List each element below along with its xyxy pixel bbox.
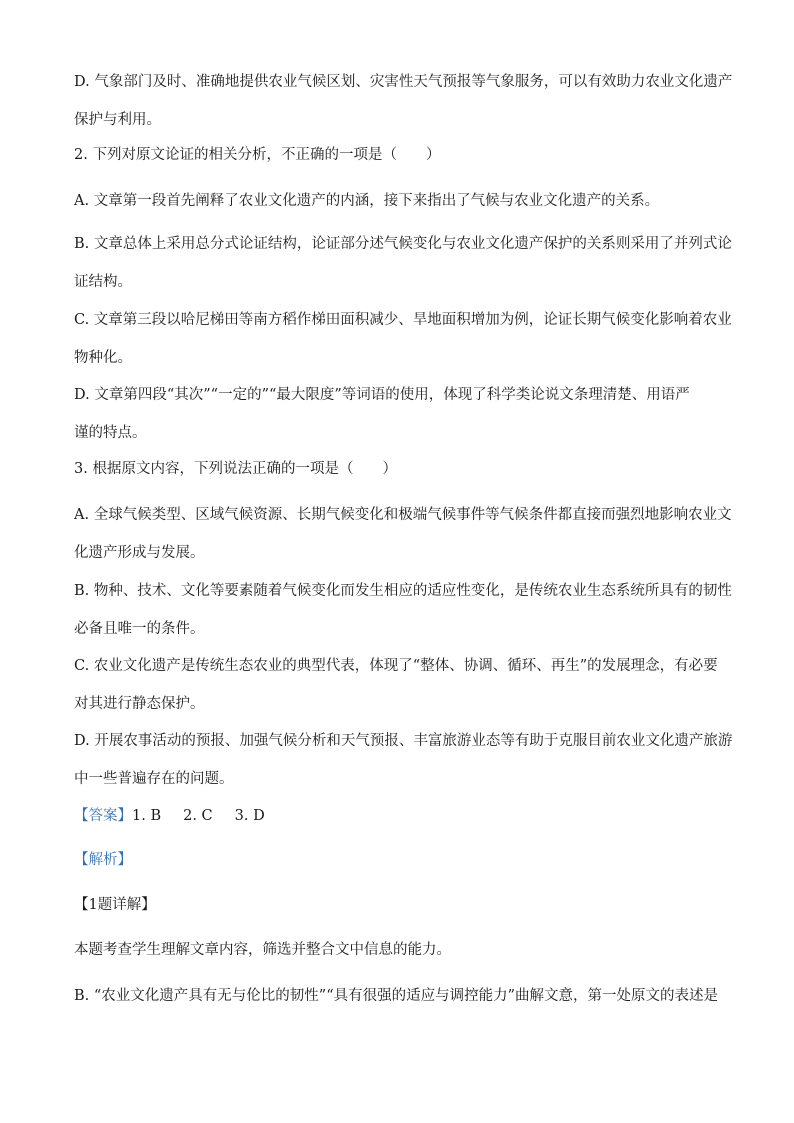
text-line: 保护与利用。 — [74, 112, 161, 128]
q2-stem — [74, 136, 724, 174]
text-line: 本题考查学生理解文章内容，筛选并整合文中信息的能力。 — [74, 942, 451, 958]
q3-option-c — [74, 647, 724, 723]
text-line: 物种化。 — [74, 350, 132, 366]
text-line: A. 文章第一段首先阐释了农业文化遗产的内涵，接下来指出了气候与农业文化遗产的关系。 — [74, 193, 660, 209]
q3-option-a — [74, 496, 732, 572]
text-line: 对其进行静态保护。 — [74, 696, 205, 712]
text-line: C. 文章第三段以哈尼梯田等南方稻作梯田面积减少、旱地面积增加为例，论证长期气候变化影响着农业 — [74, 312, 732, 328]
text-line: D. 文章第四段“其次”“一定的”“最大限度”等词语的使用，体现了科学类论说文条理清楚、用语严 — [74, 387, 690, 403]
q2-option-b — [74, 225, 732, 301]
q3-option-b — [74, 572, 732, 648]
q3-stem — [74, 450, 724, 488]
q2-option-d — [74, 376, 724, 452]
answer-item: 3. D — [234, 808, 265, 824]
answer-item: 1. B — [132, 808, 162, 824]
text-line: 证结构。 — [74, 274, 132, 290]
answer-row — [74, 797, 724, 835]
text-line: A. 全球气候类型、区域气候资源、长期气候变化和极端气候事件等气候条件都直接而强烈地影响农业文 — [74, 507, 732, 523]
text-line: C. 农业文化遗产是传统生态农业的典型代表，体现了“整体、协调、循环、再生”的发展理念，有必要 — [74, 658, 718, 674]
detail-intro — [74, 931, 724, 969]
text-line: 化遗产形成与发展。 — [74, 545, 205, 561]
text-line: 中一些普遍存在的问题。 — [74, 771, 234, 787]
text-line: 3. 根据原文内容，下列说法正确的一项是（ ） — [74, 461, 397, 477]
text-line: B. 物种、技术、文化等要素随着气候变化而发生相应的适应性变化，是传统农业生态系统所具有的韧性 — [74, 583, 732, 599]
text-line: D. 气象部门及时、准确地提供农业气候区划、灾害性天气预报等气象服务，可以有效助力农业文化遗产 — [74, 74, 733, 90]
text-line: D. 开展农事活动的预报、加强气候分析和天气预报、丰富旅游业态等有助于克服目前农业文化遗产旅游 — [74, 733, 733, 749]
answer-label: 【答案】 — [74, 808, 132, 824]
analysis-heading — [74, 841, 724, 879]
q3-option-d — [74, 722, 733, 798]
text-line: B. 文章总体上采用总分式论证结构，论证部分述气候变化与农业文化遗产保护的关系则采用了并列式论 — [74, 236, 732, 252]
q2-option-a — [74, 182, 724, 220]
text-line: 必备且唯一的条件。 — [74, 621, 205, 637]
text-line: B. “农业文化遗产具有无与伦比的韧性”“具有很强的适应与调控能力”曲解文意，第一处原文的表述是 — [74, 988, 719, 1004]
text-line: 谨的特点。 — [74, 425, 147, 441]
text-line: 2. 下列对原文论证的相关分析，不正确的一项是（ ） — [74, 147, 441, 163]
q1-option-d — [74, 63, 733, 139]
answer-item: 2. C — [183, 808, 213, 824]
detail-label: 【1题详解】 — [74, 897, 156, 913]
analysis-label: 【解析】 — [74, 852, 132, 868]
detail-heading — [74, 886, 724, 924]
detail-option-b — [74, 977, 724, 1015]
q2-option-c — [74, 301, 732, 377]
